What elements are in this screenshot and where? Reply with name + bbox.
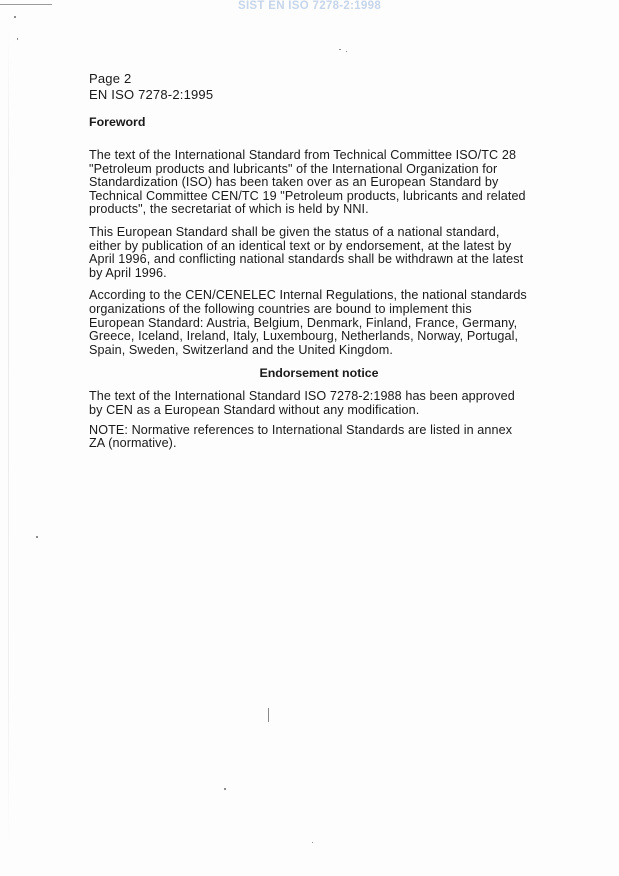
scan-artifact-mark xyxy=(268,708,269,722)
document-reference: EN ISO 7278-2:1995 xyxy=(89,87,214,102)
foreword-paragraph-1: The text of the International Standard from Technical Committee ISO/TC 28 "Petroleum products and lubricants" of the International Organization for Standardization (ISO) has been taken over as an European Standard by Technical Committee CEN/TC 19 "Petroleum products, lubricants and related products", the secretariat of which is held by NNI. xyxy=(89,148,526,217)
scan-artifact-edge xyxy=(8,30,9,850)
scan-speck xyxy=(36,536,38,538)
foreword-heading: Foreword xyxy=(89,115,146,129)
foreword-paragraph-2: This European Standard shall be given the status of a national standard, either by publication of an identical text or by endorsement, at the latest by April 1996, and conflicting national standards shall be withdrawn at the latest by April 1996. xyxy=(89,224,524,280)
endorsement-note: NOTE: Normative references to International Standards are listed in annex ZA (normative). xyxy=(89,422,513,451)
scan-speck xyxy=(17,38,18,40)
scan-speck xyxy=(346,51,347,52)
scan-speck xyxy=(224,788,226,790)
foreword-paragraph-3: According to the CEN/CENELEC Internal Regulations, the national standards organizations of the following countries are bound to implement this European Standard: Austria, Belgium, Denmark, Finland, France, Germany, Greece, Iceland, Ireland, Italy, Luxembourg, Netherlands, Norway, Portugal, Spain, Sweden, Switzerland and the United Kingdom. xyxy=(89,288,527,357)
endorsement-heading: Endorsement notice xyxy=(259,366,379,381)
scan-speck xyxy=(14,16,16,18)
document-body xyxy=(89,71,529,451)
scan-artifact-line xyxy=(0,4,52,5)
page-number: Page 2 xyxy=(89,71,132,86)
watermark-text: SIST EN ISO 7278-2:1998 xyxy=(237,0,382,12)
scan-speck xyxy=(339,49,341,50)
endorsement-paragraph: The text of the International Standard ISO 7278-2:1988 has been approved by CEN as a European Standard without any modification. xyxy=(89,389,515,417)
scan-speck xyxy=(312,842,313,843)
